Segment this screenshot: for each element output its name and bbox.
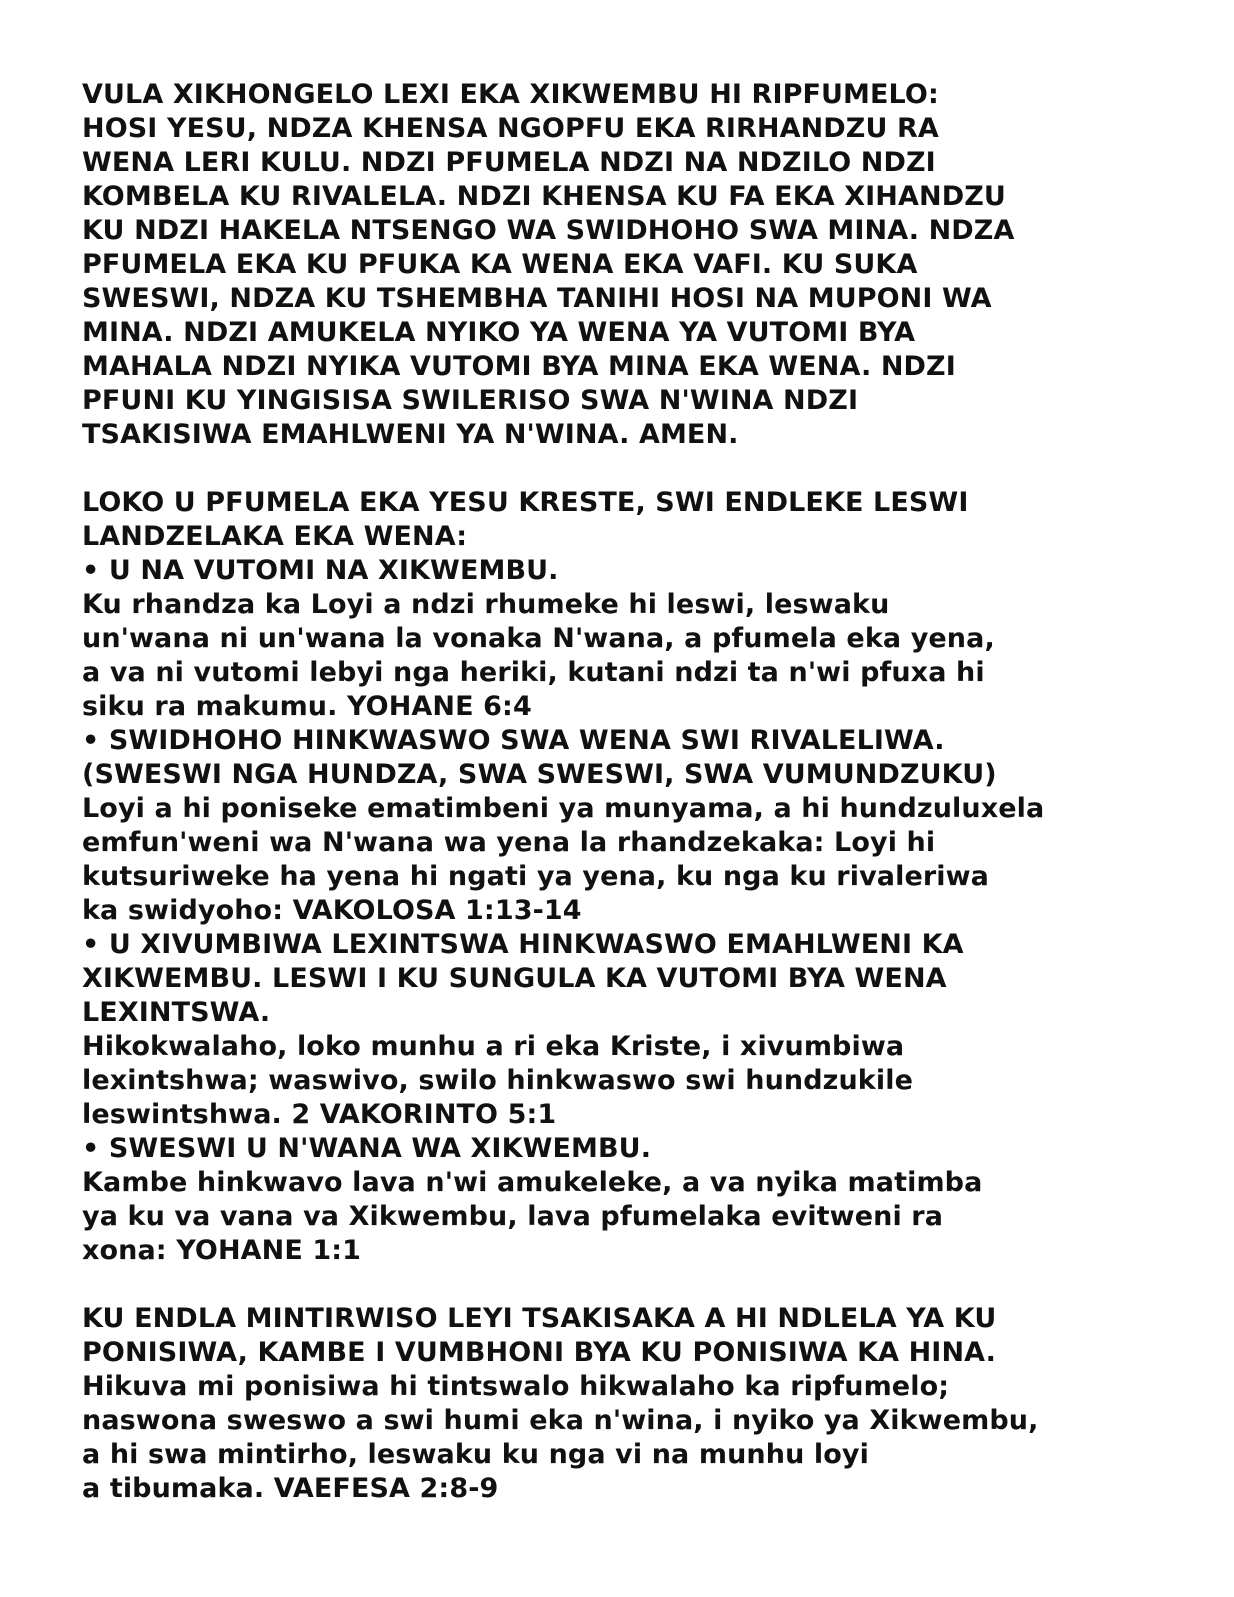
scripture-line: xona: YOHANE 1:1	[82, 1235, 362, 1266]
prayer-paragraph	[82, 78, 1192, 452]
text-line: MAHALA NDZI NYIKA VUTOMI BYA MINA EKA WENA. NDZI	[82, 351, 956, 382]
scripture-line: ka swidyoho: VAKOLOSA 1:13-14	[82, 895, 582, 926]
scripture-line: Ku rhandza ka Loyi a ndzi rhumeke hi leswi, leswaku	[82, 589, 890, 620]
text-line: PFUMELA EKA KU PFUKA KA WENA EKA VAFI. KU SUKA	[82, 249, 918, 280]
text-line: PFUNI KU YINGISISA SWILERISO SWA N'WINA NDZI	[82, 385, 859, 416]
bullet-heading: • U NA VUTOMI NA XIKWEMBU.	[82, 555, 559, 586]
scripture-line: un'wana ni un'wana la vonaka N'wana, a pfumela eka yena,	[82, 623, 995, 654]
bullet-heading: • SWIDHOHO HINKWASWO SWA WENA SWI RIVALELIWA.	[82, 725, 945, 756]
scripture-line: naswona sweswo a swi humi eka n'wina, i nyiko ya Xikwembu,	[82, 1405, 1039, 1436]
scripture-line: Hikuva mi ponisiwa hi tintswalo hikwalaho ka ripfumelo;	[82, 1371, 950, 1402]
scripture-line: siku ra makumu. YOHANE 6:4	[82, 691, 532, 722]
text-line: KOMBELA KU RIVALELA. NDZI KHENSA KU FA EKA XIHANDZU	[82, 181, 1006, 212]
bullet-heading: • U XIVUMBIWA LEXINTSWA HINKWASWO EMAHLWENI KA	[82, 929, 964, 960]
text-line: KU ENDLA MINTIRWISO LEYI TSAKISAKA A HI NDLELA YA KU	[82, 1303, 997, 1334]
text-line: WENA LERI KULU. NDZI PFUMELA NDZI NA NDZILO NDZI	[82, 147, 936, 178]
scripture-line: emfun'weni wa N'wana wa yena la rhandzekaka: Loyi hi	[82, 827, 936, 858]
text-line: TSAKISIWA EMAHLWENI YA N'WINA. AMEN.	[82, 419, 739, 450]
text-line: (SWESWI NGA HUNDZA, SWA SWESWI, SWA VUMUNDZUKU)	[82, 759, 997, 790]
paragraph-gap	[82, 452, 1192, 486]
text-line: SWESWI, NDZA KU TSHEMBHA TANIHI HOSI NA MUPONI WA	[82, 283, 992, 314]
text-line: MINA. NDZI AMUKELA NYIKO YA WENA YA VUTOMI BYA	[82, 317, 916, 348]
text-line: HOSI YESU, NDZA KHENSA NGOPFU EKA RIRHANDZU RA	[82, 113, 939, 144]
scripture-line: a tibumaka. VAEFESA 2:8-9	[82, 1473, 499, 1504]
scripture-line: Kambe hinkwavo lava n'wi amukeleke, a va nyika matimba	[82, 1167, 983, 1198]
scripture-line: lexintshwa; waswivo, swilo hinkwaswo swi hundzukile	[82, 1065, 913, 1096]
text-line: LEXINTSWA.	[82, 997, 271, 1028]
works-section	[82, 1302, 1192, 1506]
scripture-line: a va ni vutomi lebyi nga heriki, kutani ndzi ta n'wi pfuxa hi	[82, 657, 985, 688]
bullet-heading: • SWESWI U N'WANA WA XIKWEMBU.	[82, 1133, 652, 1164]
scripture-line: Loyi a hi poniseke ematimbeni ya munyama, a hi hundzuluxela	[82, 793, 1045, 824]
scripture-line: kutsuriweke ha yena hi ngati ya yena, ku nga ku rivaleriwa	[82, 861, 989, 892]
text-line: VULA XIKHONGELO LEXI EKA XIKWEMBU HI RIPFUMELO:	[82, 79, 939, 110]
text-line: LOKO U PFUMELA EKA YESU KRESTE, SWI ENDLEKE LESWI	[82, 487, 969, 518]
scripture-line: leswintshwa. 2 VAKORINTO 5:1	[82, 1099, 557, 1130]
scripture-line: a hi swa mintirho, leswaku ku nga vi na munhu loyi	[82, 1439, 869, 1470]
text-line: KU NDZI HAKELA NTSENGO WA SWIDHOHO SWA MINA. NDZA	[82, 215, 1015, 246]
document-page	[82, 78, 1192, 1506]
scripture-line: ya ku va vana va Xikwembu, lava pfumelaka evitweni ra	[82, 1201, 944, 1232]
text-line: XIKWEMBU. LESWI I KU SUNGULA KA VUTOMI BYA WENA	[82, 963, 947, 994]
text-line: LANDZELAKA EKA WENA:	[82, 521, 468, 552]
paragraph-gap	[82, 1268, 1192, 1302]
benefits-section	[82, 486, 1192, 1268]
text-line: PONISIWA, KAMBE I VUMBHONI BYA KU PONISIWA KA HINA.	[82, 1337, 997, 1368]
scripture-line: Hikokwalaho, loko munhu a ri eka Kriste, i xivumbiwa	[82, 1031, 905, 1062]
